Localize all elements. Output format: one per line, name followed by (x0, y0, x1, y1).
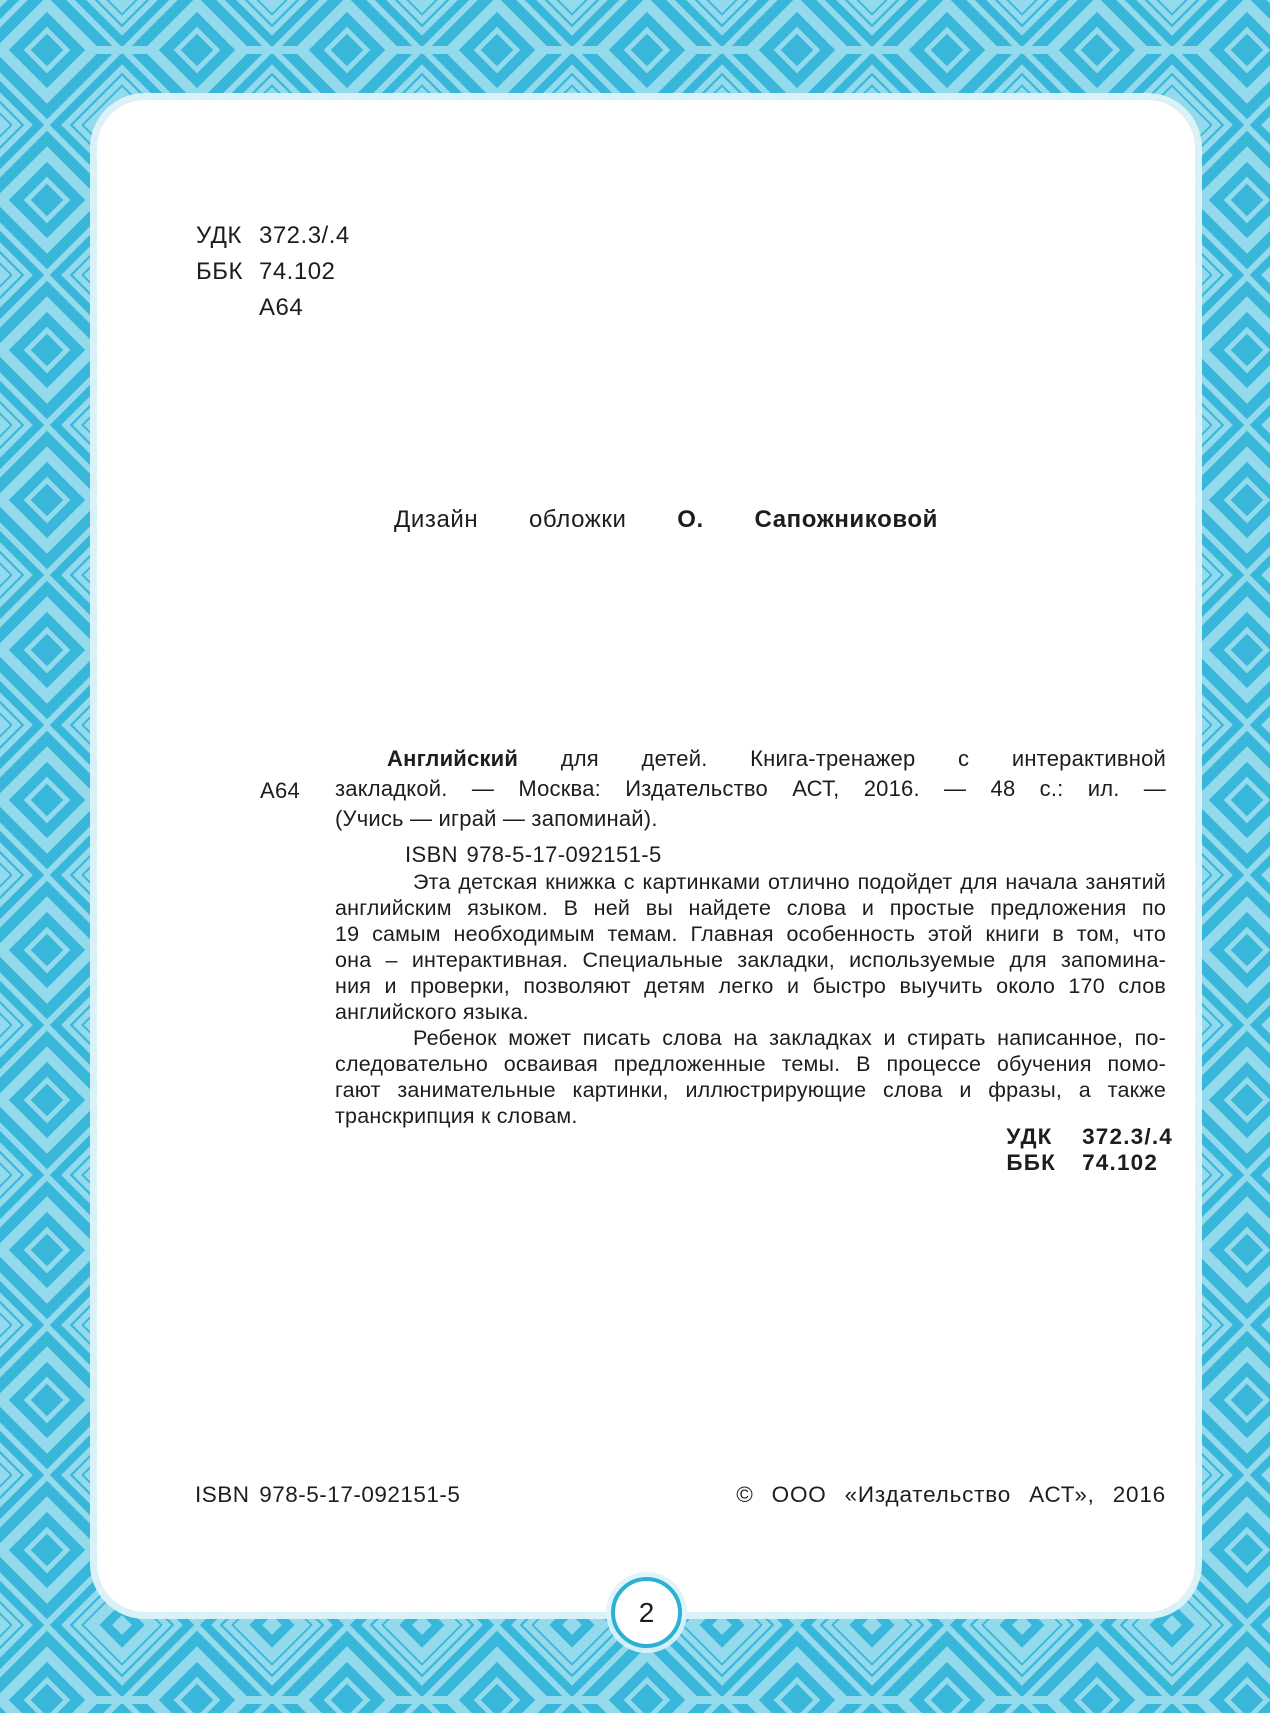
catalog-line-1 (335, 744, 1166, 774)
annotation-line: ния и проверки, позволяют детям легко и быстро выучить около 170 слов (335, 974, 1166, 998)
classification-codes-bottom (1006, 1124, 1173, 1176)
udk-value: 372.3/.4 (1082, 1124, 1173, 1149)
page-number-badge (611, 1577, 682, 1648)
annotation-text: Эта детская книжка с картинками отлично подойдет для начала занятий (413, 870, 1166, 894)
design-credit-prefix: Дизайн обложки (394, 506, 627, 533)
isbn-catalog: ISBN 978-5-17-092151-5 (405, 842, 662, 867)
designer-name: О. Сапожниковой (677, 506, 938, 533)
annotation-line (335, 869, 1166, 895)
classification-codes-top (196, 218, 350, 326)
annotation-line: 19 самым необходимым темам. Главная особенность этой книги в том, что (335, 922, 1166, 946)
spacer (196, 290, 243, 326)
annotation-paragraph-1 (335, 869, 1166, 1025)
isbn-footer: ISBN 978-5-17-092151-5 (195, 1482, 461, 1507)
annotation-text: Ребенок может писать слова на закладках и стирать написанное, по- (413, 1026, 1166, 1050)
udk-value: 372.3/.4 (258, 222, 350, 249)
udk-label: УДК (1006, 1124, 1053, 1149)
annotation-line: она – интерактивная. Специальные закладки, используемые для запомина- (335, 948, 1166, 972)
annotation-line: транскрипция к словам. (335, 1104, 578, 1128)
annotation-line (335, 1025, 1166, 1051)
author-code-catalog: А64 (260, 778, 301, 803)
annotation-line: следовательно осваивая предложенные темы. В процессе обучения помо- (335, 1052, 1166, 1076)
page-number: 2 (638, 1596, 655, 1628)
bbk-label: ББК (196, 258, 243, 285)
bbk-label: ББК (1006, 1150, 1057, 1175)
book-title-bold: Английский (387, 746, 519, 771)
bbk-value: 74.102 (1082, 1150, 1159, 1175)
copyright-notice: © ООО «Издательство АСТ», 2016 (736, 1482, 1166, 1507)
annotation-line: гают занимательные картинки, иллюстрирующие слова и фразы, а также (335, 1078, 1166, 1102)
catalog-line-1-rest: для детей. Книга-тренажер с интерактивной (560, 746, 1167, 771)
catalog-card-block (335, 744, 1166, 834)
annotation-line: английского языка. (335, 1000, 529, 1024)
annotation-line: английским языком. В ней вы найдете слова и простые предложения по (335, 896, 1166, 920)
annotation-paragraph-2 (335, 1025, 1166, 1129)
author-code-top: А64 (258, 294, 304, 321)
udk-label: УДК (196, 222, 242, 249)
bbk-value: 74.102 (258, 258, 336, 285)
catalog-line-3: (Учись — играй — запоминай). (335, 806, 658, 831)
footer-line (195, 1482, 1166, 1508)
catalog-line-2: закладкой. — Москва: Издательство АСТ, 2016. — 48 с.: ил. — (335, 776, 1166, 801)
cover-design-credit (394, 506, 938, 534)
